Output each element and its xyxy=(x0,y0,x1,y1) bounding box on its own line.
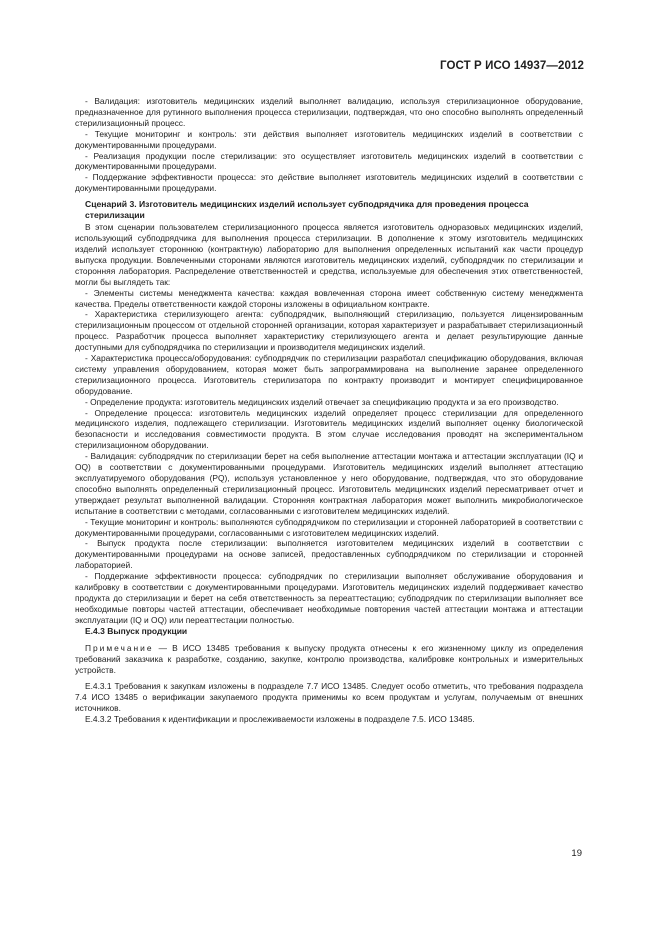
scenario3-release: - Выпуск продукта после стерилизации: выполняется изготовителем медицинских изделий в соответствии с документированными процедурами на основе записей, предоставленных субподрядчиком по стерилизации и сторонней лабораторией. xyxy=(75,538,583,571)
scenario3-heading: Сценарий 3. Изготовитель медицинских изделий использует субподрядчика для проведения процесса стерилизации xyxy=(85,199,529,221)
page-number: 19 xyxy=(571,848,582,859)
section-e432: Е.4.3.2 Требования к идентификации и прослеживаемости изложены в подразделе 7.5. ИСО 13485. xyxy=(85,714,475,725)
paragraph-validation: - Валидация: изготовитель медицинских изделий выполняет валидацию, используя стерилизационное оборудование, предназначенное для рутинного выполнения процесса стерилизации, подтверждая, что оно способно выполнять определенный стерилизационный процесс. xyxy=(75,96,583,128)
paragraph-release: - Реализация продукции после стерилизации: это осуществляет изготовитель медицинских изделий в соответствии с документированными процедурами. xyxy=(75,150,583,172)
scenario3-process: - Определение процесса: изготовитель медицинских изделий определяет процесс стерилизации для определенного медицинского изделия, подлежащего стерилизации. Изготовитель медицинских изделий выполняет оценку биологической безопасности и исследования совместимости продукта. В этом случае исследования проводят на экспериментальном стерилизационном оборудовании. xyxy=(75,407,583,451)
paragraph-maintenance: - Поддержание эффективности процесса: это действие выполняет изготовитель медицинских изделий в соответствии с документированными процедурами. xyxy=(75,172,583,194)
scenario3-product: - Определение продукта: изготовитель медицинских изделий отвечает за спецификацию продукта и за его производство. xyxy=(85,396,559,407)
page-body xyxy=(75,96,583,725)
section-e431: Е.4.3.1 Требования к закупкам изложены в подразделе 7.7 ИСО 13485. Следует особо отметить, что требования подраздела 7.4 ИСО 13485 о верификации закупаемого продукта применимы ко всем продуктам и услугам, получаемым от внешних источников. xyxy=(75,681,583,714)
scenario3-validation: - Валидация: субподрядчик по стерилизации берет на себя выполнение аттестации монтажа и аттестации эксплуатации (IQ и OQ) в соответствии с документированными процедурами. Изготовитель медицинских изделий выполняет аттестацию эксплуатируемого оборудования (PQ), используя установленное у него оборудование, подтверждая, что это оборудование способно выполнять определенный стерилизационный процесс. Изготовитель медицинских изделий пересматривает отчет и утверждает результат выполненной валидации. Сторонняя контрактная лаборатория может выполнить микробиологическое испытание в соответствии с методами, согласованными с изготовителем медицинских изделий. xyxy=(75,451,583,516)
scenario3-equipment: - Характеристика процесса/оборудования: субподрядчик по стерилизации разработал спецификацию оборудования, включая систему управления оборудованием, которая может быть запрограммирована на выполнение заранее определенного стерилизационного процесса. Изготовитель стерилизатора по контракту производит и монтирует специфицированное оборудование. xyxy=(75,353,583,396)
scenario3-intro: В этом сценарии пользователем стерилизационного процесса является изготовитель одноразовых медицинских изделий, использующий субподрядчика для выполнения процесса стерилизации. В дополнение к этому изготовитель медицинских изделий использует стороннюю (контрактную) лабораторию для выполнения определенных испытаний как части процедур выпуска продукции. Вовлеченными сторонами являются изготовитель медицинских изделий, субподрядчик по стерилизации и сторонняя лаборатория. Распределение ответственностей и средства, используемые для обеспечения этих ответственностей, могли бы выглядеть так: xyxy=(75,222,583,287)
note-text: — В ИСО 13485 требования к выпуску продукта отнесены к его жизненному циклу из определения требований заказчика к разработке, созданию, закупке, контролю производства, калибровке контрольных и измерительных устройств. xyxy=(75,642,583,675)
scenario3-agent: - Характеристика стерилизующего агента: субподрядчик, выполняющий стерилизацию, пользуется лицензированным стерилизационным процессом от отдельной сторонней организации, которая характеризует и разрабатывает стерилизационный процесс. Разработчик процесса выполняет характеристику стерилизующего агента и делает результирующие данные доступными для субподрядчика по стерилизации и производителя медицинских изделий. xyxy=(75,309,583,353)
scenario3-maintenance: - Поддержание эффективности процесса: субподрядчик по стерилизации выполняет обслуживание оборудования и калибровку в соответствии с документированными процедурами. Изготовитель медицинских изделий поддерживает качество продукта до стерилизации и берет на себя ответственность за переаттестацию; субподрядчик по стерилизации выполняет все необходимые повторы частей аттестации, обеспечивает необходимые повторения частей аттестации монтажа и аттестации эксплуатации (IQ и OQ) или переаттестации полностью. xyxy=(75,571,583,625)
scenario3-qms: - Элементы системы менеджмента качества: каждая вовлеченная сторона имеет собственную систему менеджмента качества. Пределы ответственности каждой стороны изложены в официальном контракте. xyxy=(75,287,583,309)
paragraph-monitoring: - Текущие мониторинг и контроль: эти действия выполняет изготовитель медицинских изделий в соответствии с документированными процедурами. xyxy=(75,128,583,150)
note-label: Примечание xyxy=(85,642,154,653)
section-e43-note xyxy=(75,643,583,676)
section-e43-heading: Е.4.3 Выпуск продукции xyxy=(85,625,188,636)
document-header: ГОСТ Р ИСО 14937—2012 xyxy=(439,60,584,72)
scenario3-monitoring: - Текущие мониторинг и контроль: выполняются субподрядчиком по стерилизации и сторонней лабораторией в соответствии с документированными процедурами, согласованными с изготовителем медицинских изделий. xyxy=(75,516,583,538)
